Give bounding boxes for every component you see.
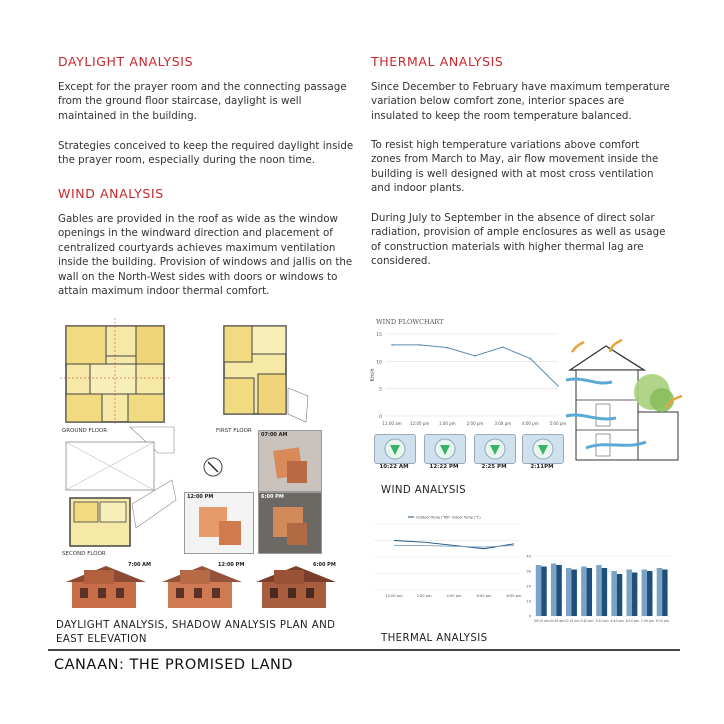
wind-heading: WIND ANALYSIS <box>58 186 164 201</box>
x-tick-label: 2:00 pm <box>416 594 432 598</box>
x-tick-label: 4:40 pm <box>610 619 624 623</box>
x-tick-label: 1:00 pm <box>438 421 456 426</box>
ground-floor-label: GROUND FLOOR <box>62 428 108 434</box>
thermal-bar <box>556 565 561 616</box>
daylight-paragraph-1: Except for the prayer room and the connecting passage from the ground floor staircase, daylight is well maintained in the building. <box>58 81 347 122</box>
wind-data-point <box>474 355 476 357</box>
y-tick-label: 10 <box>526 599 531 604</box>
wind-data-point <box>391 344 393 346</box>
x-tick-label: 4:00 pm <box>521 421 539 426</box>
y-tick-label: 20 <box>526 584 531 589</box>
wind-tile-time: 2:25 PM <box>481 464 507 470</box>
wind-data-point <box>502 346 504 348</box>
y-tick-label: 10 <box>376 360 382 366</box>
thermal-bar <box>536 565 541 616</box>
wind-tiles-row <box>372 434 562 476</box>
thermal-bar <box>602 568 607 616</box>
legend-label: Indoor Temp (°C) <box>452 515 481 520</box>
wind-paragraph: Gables are provided in the roof as wide as the window openings in the windward direction and placement of centralized courtyards achieves maximum ventilation inside the building. Provision of windows and jallis on the wall on the North-West sides with doors or windows to attain maximum indoor thermal comfort. <box>58 213 353 298</box>
wind-tile <box>522 434 564 464</box>
wind-tile-time: 10:22 AM <box>379 464 409 470</box>
x-tick-label: 10:40 am <box>549 619 565 623</box>
footer-title: CANAAN: THE PROMISED LAND <box>54 657 294 673</box>
y-tick-label: 40 <box>526 554 531 559</box>
x-tick-label: 6:10 pm <box>625 619 639 623</box>
footer-rule <box>48 649 680 651</box>
thermal-bar <box>617 574 622 616</box>
thermal-line-chart <box>368 510 524 602</box>
thermal-bar-chart <box>522 552 672 626</box>
x-tick-label: 12:10 pm <box>564 619 580 623</box>
x-tick-label: 9:10 pm <box>655 619 670 623</box>
x-tick-label: 2:00 pm <box>466 421 484 426</box>
thermal-bar <box>657 568 662 616</box>
east-elevation-morning <box>64 562 148 610</box>
thermal-bar <box>596 565 601 616</box>
wind-data-point <box>557 385 559 387</box>
wind-chart-title: WIND FLOWCHART <box>376 318 444 326</box>
y-tick-label: 15 <box>376 333 382 338</box>
thermal-bar <box>642 570 647 617</box>
wind-data-point <box>447 347 449 349</box>
wind-tile-time: 2:11PM <box>530 464 554 470</box>
wind-data-point <box>530 358 532 360</box>
thermal-bar <box>551 564 556 617</box>
first-floor-label: FIRST FLOOR <box>216 428 252 434</box>
x-tick-label: 5:00 pm <box>549 421 567 426</box>
daylight-caption-line-1: DAYLIGHT ANALYSIS, SHADOW ANALYSIS PLAN AND <box>56 620 336 631</box>
thermal-bar <box>581 567 586 617</box>
shadow-render-noon <box>184 492 254 554</box>
thermal-bar <box>587 568 592 616</box>
thermal-bar <box>626 570 631 617</box>
shadow-render-morning <box>258 430 322 492</box>
y-tick-label: 0 <box>528 614 531 619</box>
thermal-bar <box>647 571 652 616</box>
thermal-bar <box>611 571 616 616</box>
elevation-time-morning: 7:00 AM <box>128 562 152 568</box>
legend-label: Outdoor Temp (°C) <box>416 515 448 520</box>
ventilation-section-drawing <box>566 340 686 464</box>
x-tick-label: 3:00 pm <box>494 421 512 426</box>
daylight-heading: DAYLIGHT ANALYSIS <box>58 54 194 69</box>
x-tick-label: 1:40 pm <box>580 619 594 623</box>
daylight-caption-line-2: EAST ELEVATION <box>56 634 147 645</box>
wind-tile-time: 12:22 PM <box>429 464 459 470</box>
x-tick-label: 4:00 pm <box>446 594 462 598</box>
y-tick-label: 0 <box>379 415 382 420</box>
shadow-render-evening <box>258 492 322 554</box>
east-elevation-noon <box>160 562 244 610</box>
x-tick-label: 6:00 pm <box>476 594 492 598</box>
elevation-time-evening: 6:00 PM <box>313 562 336 568</box>
x-tick-label: 3:10 pm <box>595 619 609 623</box>
x-tick-label: 8:00 pm <box>506 594 522 598</box>
wind-tile <box>474 434 516 464</box>
second-floor-plan <box>60 440 178 552</box>
x-tick-label: 12:00 pm <box>410 421 430 426</box>
north-compass-icon <box>202 456 224 478</box>
x-tick-label: 7:40 pm <box>640 619 654 623</box>
second-floor-label: SECOND FLOOR <box>62 551 106 557</box>
wind-tile <box>424 434 466 464</box>
shadow-time-noon: 12:00 PM <box>187 494 214 500</box>
wind-tile <box>374 434 416 464</box>
y-tick-label: 5 <box>379 387 382 393</box>
east-elevation-evening <box>254 562 338 610</box>
thermal-bar <box>662 570 667 617</box>
x-tick-label: 12:00 pm <box>385 594 403 598</box>
elevation-time-noon: 12:00 PM <box>218 562 245 568</box>
thermal-bar <box>541 567 546 617</box>
ground-floor-plan <box>60 318 170 426</box>
shadow-time-evening: 6:00 PM <box>261 494 284 500</box>
x-tick-label: 11:00 am <box>382 421 402 426</box>
wind-flowchart <box>368 326 567 434</box>
thermal-bar <box>571 570 576 617</box>
thermal-paragraph-2: To resist high temperature variations above comfort zones from March to May, air flow movement inside the building is well designed with at most cross ventilation and indoor plants. <box>371 139 659 195</box>
thermal-bar <box>566 568 571 616</box>
y-axis-label: Km/h <box>370 368 376 382</box>
daylight-paragraph-2: Strategies conceived to keep the required daylight inside the prayer room, especially during the noon time. <box>58 140 354 167</box>
x-tick-label: 09:10 am <box>533 619 550 623</box>
y-tick-label: 30 <box>526 569 531 574</box>
thermal-paragraph-1: Since December to February have maximum temperature variation below comfort zone, interior spaces are insulated to keep the room temperature balanced. <box>371 81 670 122</box>
wind-analysis-caption: WIND ANALYSIS <box>381 485 467 496</box>
thermal-heading: THERMAL ANALYSIS <box>371 54 504 69</box>
thermal-analysis-caption: THERMAL ANALYSIS <box>381 633 488 644</box>
shadow-time-morning: 07:00 AM <box>261 432 288 438</box>
thermal-bar <box>632 573 637 617</box>
thermal-paragraph-3: During July to September in the absence of direct solar radiation, provision of ample enclosures as well as usage of construction materials with higher thermal lag are considered. <box>371 212 666 268</box>
wind-chart-background <box>368 326 564 434</box>
wind-data-point <box>419 344 421 346</box>
first-floor-plan <box>218 318 310 426</box>
